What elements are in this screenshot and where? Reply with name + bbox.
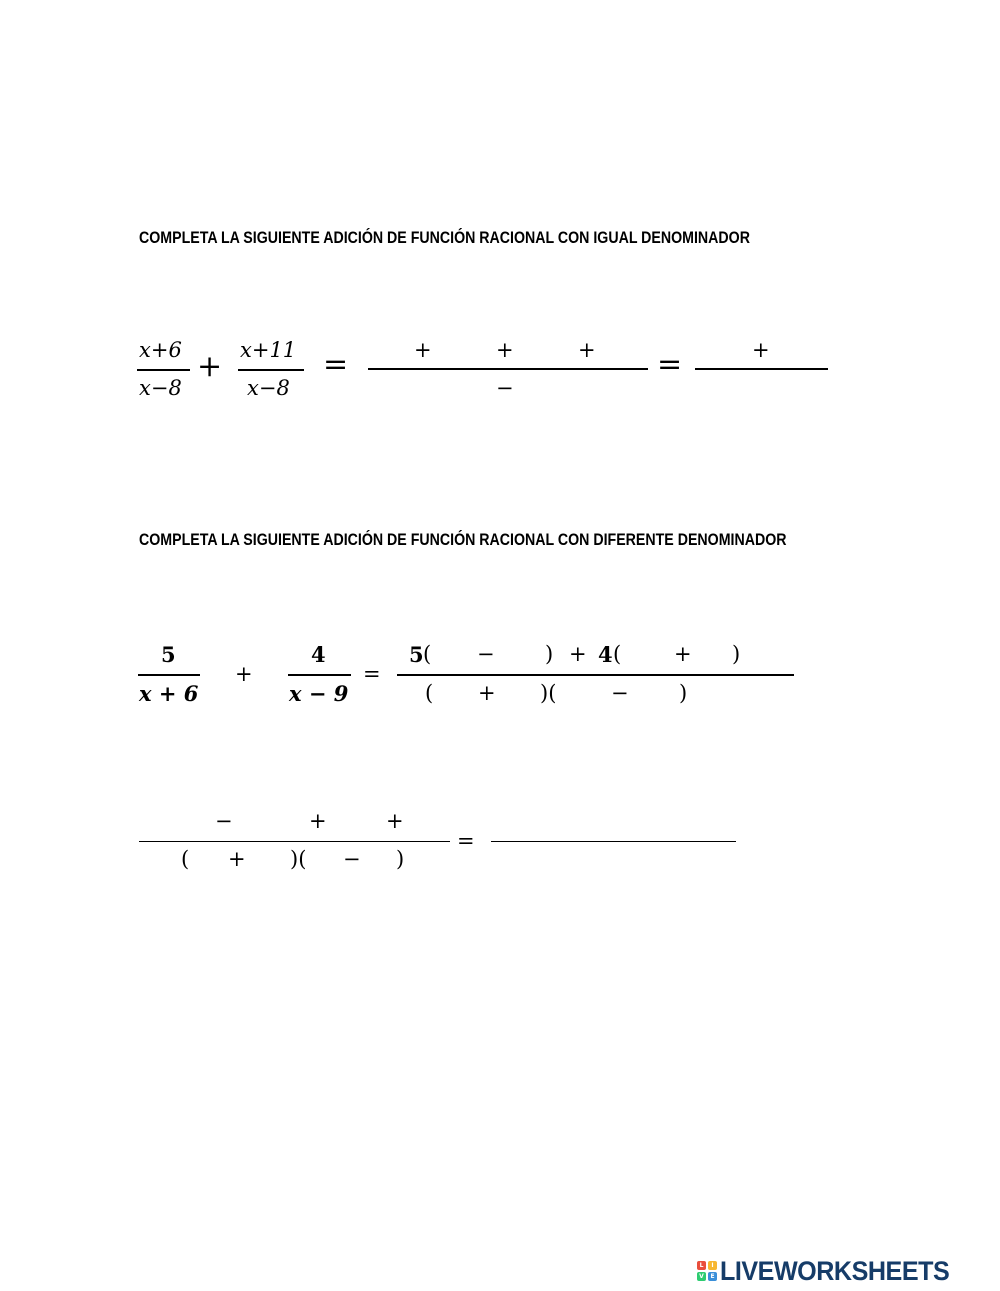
s2-num-close1: ) [545,642,554,666]
result1-op3: + [578,338,596,362]
s2-num-plus: + [569,642,587,666]
section1-heading: COMPLETA LA SIGUIENTE ADICIÓN DE FUNCIÓN RACIONAL CON IGUAL DENOMINADOR [139,229,750,247]
liveworksheets-logo[interactable] [697,1256,967,1286]
frac2-bar [238,369,304,371]
step2-den-open: ( [181,847,190,871]
frac1-bar [137,369,190,371]
step2-den-mid: )( [290,847,307,871]
step2-den-op1: + [228,847,246,871]
equals-sign-1: = [323,347,349,382]
logo-letter-v: V [697,1272,706,1281]
logo-letter-l: L [697,1261,706,1270]
result2-bar [695,368,828,370]
s2-num-coef2: 4 [598,642,613,667]
frac2-denominator: x−8 [247,376,290,400]
equals-sign-2: = [657,347,683,382]
step2-bar [139,841,450,842]
plus-sign: + [197,349,223,384]
s2-den-open1: ( [425,681,434,705]
frac2-numerator: x+11 [240,338,297,362]
s2-num-op2: + [674,642,692,666]
s2-frac1-denominator: x + 6 [139,681,199,706]
logo-letter-i: I [708,1261,717,1270]
result1-op2: + [496,338,514,362]
s2-equals-sign: = [363,662,381,686]
s2-frac2-bar [288,674,351,676]
result1-op1: + [414,338,432,362]
liveworksheets-logo-icon [697,1261,717,1281]
s2-num-op1: − [477,642,495,666]
section2-heading: COMPLETA LA SIGUIENTE ADICIÓN DE FUNCIÓN RACIONAL CON DIFERENTE DENOMINADOR [139,531,787,549]
step2-num-op2: + [309,809,327,833]
step2-equals-sign: = [457,829,475,853]
s2-num-close2: ) [732,642,741,666]
s2-den-op2: − [611,681,629,705]
s2-frac2-denominator: x − 9 [289,681,349,706]
s2-den-mid: )( [540,681,557,705]
result2-op1: + [752,338,770,362]
result1-den-op: − [496,376,514,400]
result1-bar [368,368,648,370]
s2-frac2-numerator: 4 [311,642,326,667]
s2-den-op1: + [478,681,496,705]
s2-num-open2: ( [613,642,622,666]
logo-text: LIVEWORKSHEETS [720,1255,950,1286]
step2-den-close: ) [396,847,405,871]
s2-plus-sign: + [235,662,253,686]
s2-den-close: ) [679,681,688,705]
logo-letter-e: E [708,1272,717,1281]
frac1-numerator: x+6 [139,338,182,362]
s2-num-open1: ( [423,642,432,666]
s2-frac1-bar [138,674,200,676]
step2-num-op3: + [386,809,404,833]
s2-result-bar [397,674,794,676]
step2-num-op1: − [215,809,233,833]
s2-num-coef1: 5 [409,642,424,667]
s2-frac1-numerator: 5 [161,642,176,667]
frac1-denominator: x−8 [139,376,182,400]
step2-den-op2: − [343,847,361,871]
step2-answer-bar [491,841,736,842]
